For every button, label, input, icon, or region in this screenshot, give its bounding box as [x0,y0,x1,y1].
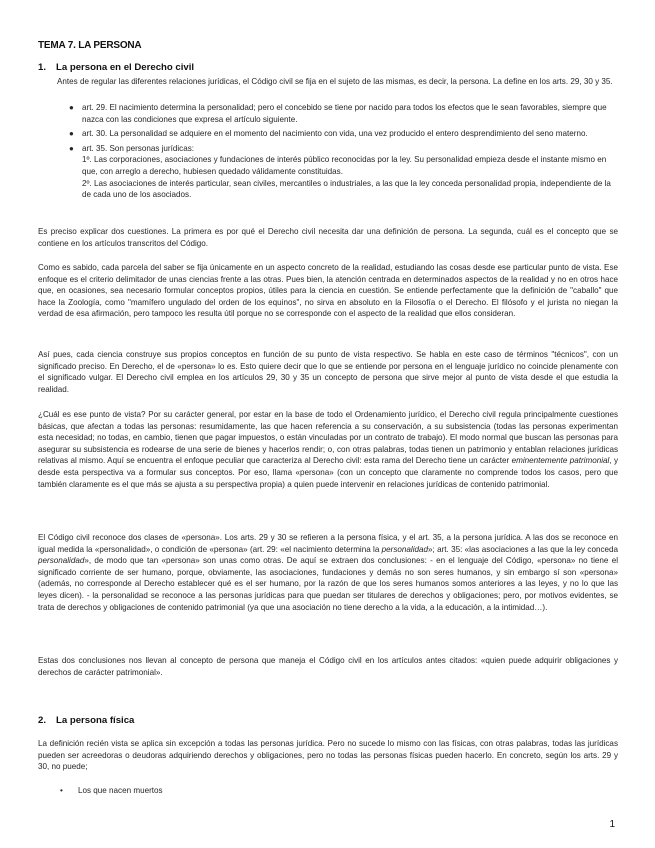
article-35-point-2: 2º. Las asociaciones de interés particular, sean civiles, mercantiles o industriales, a las que la ley conceda personalidad propia, independiente de la de cada uno de los asociados. [82,178,611,200]
list-item [60,785,163,797]
section-1-title: La persona en el Derecho civil [56,62,195,73]
paragraph-4-emphasis: eminentemente patrimonial [511,456,610,466]
article-35-text: art. 35. Son personas jurídicas: [82,143,195,153]
born-dead-item: Los que nacen muertos [78,786,163,795]
paragraph-1: Es preciso explicar dos cuestiones. La primera es por qué el Derecho civil necesita dar una definición de persona. La segunda, cuál es el concepto que se contiene en los artículos transcritos del Código. [38,227,618,248]
section-1-heading [38,62,194,73]
paragraph-4-part-2: , y desde esta perspectiva va a formular sus conceptos. Por eso, llama «persona» (con un concepto que claramente no comprende todos los casos, pero que también claramente es el que más se ajusta a su perspectiva propia) a quien puede intervenir en relaciones jurídicas de contenido patrimonial. [38,456,618,489]
paragraph-3: Así pues, cada ciencia construye sus propios conceptos en función de su punto de vista respectivo. Se habla en este caso de términos "técnicos", con un significado preciso. En Derecho, el de «persona» lo es. Esto quiere decir que lo que se entiende por persona en el lenguaje jurídico no coincide plenamente con el significado vulgar. El Derecho civil emplea en los artículos 29, 30 y 35 un concepto de persona que sirve mejor al punto de vista desde el que estudia la realidad. [38,350,618,394]
bullet-icon: • [60,786,63,795]
paragraph-7: La definición recién vista se aplica sin excepción a todas las personas jurídica. Pero no sucede lo mismo con las físicas, con otras palabras, todas las jurídicas pueden ser acreedoras o deudoras adquiriendo derechos y obligaciones, pero no todas las personas físicas pueden hacerlo. En concreto, según los arts. 29 y 30, no puede; [38,739,618,772]
document-title: TEMA 7. LA PERSONA [38,40,142,51]
article-29-text: art. 29. El nacimiento determina la personalidad; pero el concebido se tiene por nacido para todos los efectos que le sean favorables, siempre que nazca con las condiciones que expresa el artículo siguiente. [82,103,607,124]
paragraph-5-part-2: »; art. 35: «las asociaciones a las que la ley conceda [428,544,619,554]
section-1-intro: Antes de regular las diferentes relaciones jurídicas, el Código civil se fija en el sujeto de las mismas, es decir, la persona. La define en los arts. 29, 30 y 35. [57,77,613,86]
paragraph-5-part-1: El Código civil reconoce dos clases de «persona». Los arts. 29 y 30 se refieren a la persona física, y el art. 35, a la persona jurídica. A las dos se reconoce en igual medida la «personalidad», o condición de «persona» (art. 29: «el nacimiento determina la [38,533,618,554]
page-number: 1 [609,819,615,830]
paragraph-5-part-3: », de modo que tan «persona» son unas como otras. De aquí se extraen dos conclusiones: - en el lenguaje del Código, «persona» no tiene el significado corriente de ser humano, porque, obviamente, las asociaciones, fundaciones y demás no son seres humanos, y sin embargo sí son «persona» (además, no corresponde al Derecho establecer qué es el ser humano, por la razón de que los seres humanos somos anteriores a las leyes, y no lo que las leyes dicen). - la personalidad se reconoce a las personas jurídicas para que puedan ser titulares de derechos y obligaciones; pero, por motivos evidentes, se trata de derechos y obligaciones de contenido patrimonial (ya que una asociación no tiene derecho a la vida, a la educación, a la intimidad…). [38,556,618,612]
paragraph-5-emphasis-1: personalidad [381,544,429,554]
list-item [69,143,618,201]
section-2-number: 2. [38,715,47,726]
bullet-icon: ● [69,143,74,153]
paragraph-6: Estas dos conclusiones nos llevan al concepto de persona que maneja el Código civil en los artículos antes citados: «quien puede adquirir obligaciones y derechos de carácter patrimonial». [38,656,618,677]
section-1-number: 1. [38,62,47,73]
bullet-icon: ● [69,129,74,139]
article-30-text: art. 30. La personalidad se adquiere en el momento del nacimiento con vida, una vez producido el entero desprendimiento del seno materno. [82,129,588,139]
paragraph-2: Como es sabido, cada parcela del saber se fija únicamente en un aspecto concreto de la realidad, estudiando las cosas desde ese particular punto de vista. Ese enfoque es el criterio delimitador de unas ciencias frente a las otras. Pues bien, la atención centrada en determinados aspectos de la realidad y no en otros hace que, en ocasiones, sea necesario formular conceptos propios, útiles para la ciencia en cuestión. Se entiende perfectamente que la definición de "caballo" que hace la Zoología, como "mamífero ungulado del orden de los equinos", no sirva en absoluto en la Filosofía o el Derecho. El filósofo y el jurista no niegan la verdad de esa afirmación, pero tampoco les resulta útil porque no se corresponde con el aspecto de la realidad que ellos consideran. [38,263,618,319]
articles-list [69,102,618,204]
paragraph-4-part-1: ¿Cuál es ese punto de vista? Por su carácter general, por estar en la base de todo el Ordenamiento jurídico, el Derecho civil regula principalmente cuestiones básicas, que afectan a todas las personas: resumidamente, las que hacen referencia a su conservación, a su subsistencia (todas las personas experimentan esta necesidad; no todas, en cambio, tienen que pagar impuestos, o están vinculadas por un contrato de trabajo). El modo normal que buscan las personas para asegurar su subsistencia es rodearse de una serie de bienes y hacerlos rendir; o, con otras palabras, todas tienen un patrimonio y entablan relaciones jurídicas relativas al mismo. Aquí se encuentra el enfoque peculiar que caracteriza al Derecho civil: esta rama del Derecho tiene un carácter [38,410,618,466]
section-2-heading [38,715,134,726]
paragraph-4 [38,409,618,490]
article-35-point-1: 1º. Las corporaciones, asociaciones y fundaciones de interés público reconocidas por la ley. Su personalidad empieza desde el instante mismo en que, con arreglo a derecho, hubiesen quedado válidamente constituidas. [82,155,607,176]
paragraph-5 [38,532,618,613]
list-item [69,128,618,140]
list-item [69,102,618,125]
paragraph-5-emphasis-2: personalidad [38,556,85,566]
bullet-icon: ● [69,103,74,112]
section-2-title: La persona física [56,715,135,726]
